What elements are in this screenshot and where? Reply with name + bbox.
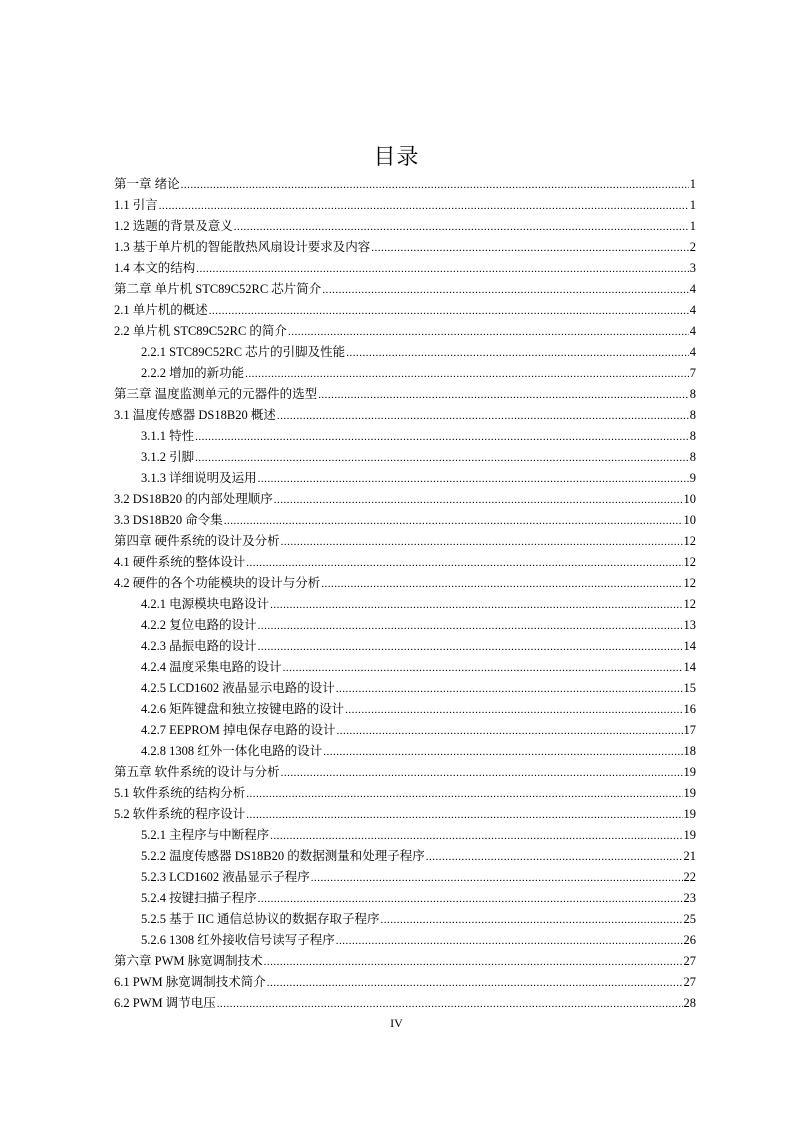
toc-entry[interactable]	[114, 279, 696, 300]
toc-entry-page: 19	[683, 807, 696, 821]
toc-entry[interactable]	[114, 300, 696, 321]
toc-entry[interactable]	[114, 510, 696, 531]
toc-entry[interactable]	[114, 762, 696, 783]
toc-entry-page: 12	[683, 555, 696, 569]
toc-leader-dots	[196, 259, 688, 280]
toc-leader-dots	[336, 721, 682, 742]
toc-entry[interactable]	[114, 972, 696, 993]
toc-entry-label: 2.1 单片机的概述	[114, 303, 208, 317]
toc-leader-dots	[195, 427, 689, 448]
toc-leader-dots	[264, 952, 683, 973]
toc-leader-dots	[234, 217, 689, 238]
toc-entry-label: 3.1.1 特性	[141, 429, 195, 443]
toc-leader-dots	[311, 868, 683, 889]
toc-entry-label: 5.2.6 1308 红外接收信号读写子程序	[141, 933, 335, 947]
toc-leader-dots	[246, 805, 682, 826]
toc-leader-dots	[258, 469, 689, 490]
toc-entry-page: 26	[683, 933, 696, 947]
toc-entry-label: 6.1 PWM 脉宽调制技术简介	[114, 975, 266, 989]
toc-leader-dots	[209, 301, 689, 322]
toc-entry-label: 第一章 绪论	[114, 177, 180, 191]
toc-entry-page: 19	[683, 828, 696, 842]
toc-entry-page: 27	[683, 975, 696, 989]
toc-entry[interactable]	[114, 594, 696, 615]
toc-leader-dots	[323, 742, 682, 763]
toc-entry-label: 第四章 硬件系统的设计及分析	[114, 534, 280, 548]
toc-entry[interactable]	[114, 804, 696, 825]
toc-entry-page: 12	[683, 534, 696, 548]
toc-entry[interactable]	[114, 426, 696, 447]
toc-entry[interactable]	[114, 321, 696, 342]
toc-entry-label: 4.2.6 矩阵键盘和独立按键电路的设计	[141, 702, 345, 716]
toc-entry-label: 1.2 选题的背景及意义	[114, 219, 233, 233]
toc-entry-label: 2.2.2 增加的新功能	[141, 366, 245, 380]
toc-entry-page: 1	[689, 177, 696, 191]
toc-entry-label: 1.3 基于单片机的智能散热风扇设计要求及内容	[114, 240, 371, 254]
toc-entry-label: 3.1.3 详细说明及运用	[141, 471, 257, 485]
toc-entry[interactable]	[114, 489, 696, 510]
toc-entry[interactable]	[114, 216, 696, 237]
toc-entry-label: 3.3 DS18B20 命令集	[114, 513, 223, 527]
toc-leader-dots	[281, 532, 683, 553]
toc-entry[interactable]	[114, 657, 696, 678]
toc-entry[interactable]	[114, 720, 696, 741]
toc-entry[interactable]	[114, 615, 696, 636]
toc-entry[interactable]	[114, 783, 696, 804]
toc-entry-page: 4	[689, 282, 696, 296]
toc-leader-dots	[258, 889, 683, 910]
toc-entry[interactable]	[114, 930, 696, 951]
toc-entry-page: 3	[689, 261, 696, 275]
toc-leader-dots	[288, 322, 689, 343]
toc-leader-dots	[270, 826, 682, 847]
toc-leader-dots	[195, 448, 689, 469]
toc-entry-page: 4	[689, 345, 696, 359]
toc-entry[interactable]	[114, 909, 696, 930]
toc-entry-page: 14	[683, 660, 696, 674]
toc-entry[interactable]	[114, 888, 696, 909]
toc-entry-label: 4.2.4 温度采集电路的设计	[141, 660, 282, 674]
toc-entry-page: 17	[683, 723, 696, 737]
toc-leader-dots	[274, 490, 683, 511]
toc-entry-label: 5.2.4 按键扫描子程序	[141, 891, 257, 905]
toc-entry[interactable]	[114, 552, 696, 573]
toc-leader-dots	[224, 511, 683, 532]
toc-leader-dots	[246, 553, 682, 574]
toc-entry[interactable]	[114, 678, 696, 699]
toc-entry-page: 16	[683, 702, 696, 716]
toc-entry-page: 13	[683, 618, 696, 632]
toc-entry-page: 25	[683, 912, 696, 926]
toc-leader-dots	[277, 406, 689, 427]
toc-entry[interactable]	[114, 258, 696, 279]
toc-entry-label: 4.2 硬件的各个功能模块的设计与分析	[114, 576, 321, 590]
toc-entry-page: 18	[683, 744, 696, 758]
toc-entry-page: 8	[689, 429, 696, 443]
toc-entry-label: 2.2 单片机 STC89C52RC 的简介	[114, 324, 287, 338]
toc-entry-label: 5.1 软件系统的结构分析	[114, 786, 246, 800]
toc-entry[interactable]	[114, 195, 696, 216]
toc-entry-label: 3.1.2 引脚	[141, 450, 195, 464]
toc-entry-label: 第二章 单片机 STC89C52RC 芯片简介	[114, 282, 322, 296]
toc-entry[interactable]	[114, 699, 696, 720]
toc-leader-dots	[258, 616, 683, 637]
toc-entry[interactable]	[114, 993, 696, 1014]
toc-leader-dots	[345, 700, 682, 721]
toc-leader-dots	[217, 994, 683, 1015]
toc-entry-label: 4.2.2 复位电路的设计	[141, 618, 257, 632]
toc-entry-label: 5.2.5 基于 IIC 通信总协议的数据存取子程序	[141, 912, 380, 926]
toc-entry-label: 4.2.1 电源模块电路设计	[141, 597, 270, 611]
table-of-contents	[114, 174, 696, 1014]
toc-entry-page: 4	[689, 303, 696, 317]
toc-entry-page: 12	[683, 597, 696, 611]
toc-entry-label: 4.2.5 LCD1602 液晶显示电路的设计	[141, 681, 335, 695]
toc-entry-label: 1.1 引言	[114, 198, 158, 212]
toc-entry-page: 22	[683, 870, 696, 884]
toc-entry[interactable]	[114, 468, 696, 489]
toc-entry[interactable]	[114, 867, 696, 888]
toc-entry-label: 4.2.8 1308 红外一体化电路的设计	[141, 744, 323, 758]
page-title: 目录	[373, 145, 420, 170]
toc-entry[interactable]	[114, 342, 696, 363]
toc-entry-label: 3.2 DS18B20 的内部处理顺序	[114, 492, 273, 506]
toc-leader-dots	[381, 910, 683, 931]
toc-entry-page: 4	[689, 324, 696, 338]
toc-entry[interactable]	[114, 531, 696, 552]
toc-entry-page: 8	[689, 408, 696, 422]
toc-leader-dots	[426, 847, 683, 868]
toc-entry-page: 15	[683, 681, 696, 695]
toc-entry-page: 8	[689, 387, 696, 401]
toc-leader-dots	[258, 637, 683, 658]
toc-entry-page: 10	[683, 492, 696, 506]
toc-entry[interactable]	[114, 741, 696, 762]
toc-entry-label: 4.1 硬件系统的整体设计	[114, 555, 246, 569]
toc-entry-label: 第三章 温度监测单元的元器件的选型	[114, 387, 318, 401]
toc-entry-page: 2	[689, 240, 696, 254]
toc-entry-page: 8	[689, 450, 696, 464]
page-number: IV	[390, 1016, 403, 1030]
toc-entry[interactable]	[114, 405, 696, 426]
toc-leader-dots	[270, 595, 682, 616]
toc-entry-page: 7	[689, 366, 696, 380]
toc-entry-label: 1.4 本文的结构	[114, 261, 196, 275]
toc-entry-page: 28	[683, 996, 696, 1010]
toc-leader-dots	[281, 763, 683, 784]
toc-entry-label: 第五章 软件系统的设计与分析	[114, 765, 280, 779]
toc-entry-page: 12	[683, 576, 696, 590]
toc-entry-label: 5.2.3 LCD1602 液晶显示子程序	[141, 870, 310, 884]
toc-leader-dots	[283, 658, 683, 679]
toc-leader-dots	[336, 679, 683, 700]
toc-leader-dots	[346, 343, 689, 364]
toc-entry-page: 14	[683, 639, 696, 653]
toc-entry-label: 4.2.7 EEPROM 掉电保存电路的设计	[141, 723, 336, 737]
toc-entry[interactable]	[114, 237, 696, 258]
toc-entry-page: 23	[683, 891, 696, 905]
toc-entry[interactable]	[114, 825, 696, 846]
toc-leader-dots	[246, 784, 682, 805]
toc-entry-label: 5.2 软件系统的程序设计	[114, 807, 246, 821]
toc-entry-label: 3.1 温度传感器 DS18B20 概述	[114, 408, 276, 422]
toc-leader-dots	[159, 196, 689, 217]
toc-entry[interactable]	[114, 447, 696, 468]
toc-entry-page: 19	[683, 765, 696, 779]
toc-entry-page: 1	[689, 219, 696, 233]
toc-entry-label: 2.2.1 STC89C52RC 芯片的引脚及性能	[141, 345, 346, 359]
toc-leader-dots	[181, 175, 689, 196]
toc-entry-label: 4.2.3 晶振电路的设计	[141, 639, 257, 653]
toc-leader-dots	[245, 364, 689, 385]
toc-leader-dots	[336, 931, 683, 952]
toc-entry-label: 5.2.1 主程序与中断程序	[141, 828, 270, 842]
toc-entry-label: 6.2 PWM 调节电压	[114, 996, 216, 1010]
toc-entry-label: 5.2.2 温度传感器 DS18B20 的数据测量和处理子程序	[141, 849, 425, 863]
toc-entry-page: 27	[683, 954, 696, 968]
toc-entry-page: 1	[689, 198, 696, 212]
toc-entry[interactable]	[114, 384, 696, 405]
toc-entry[interactable]	[114, 573, 696, 594]
toc-entry[interactable]	[114, 174, 696, 195]
toc-entry[interactable]	[114, 636, 696, 657]
toc-entry-label: 第六章 PWM 脉宽调制技术	[114, 954, 263, 968]
toc-leader-dots	[371, 238, 688, 259]
toc-entry-page: 10	[683, 513, 696, 527]
toc-entry[interactable]	[114, 951, 696, 972]
toc-leader-dots	[318, 385, 689, 406]
toc-entry[interactable]	[114, 846, 696, 867]
toc-leader-dots	[322, 280, 688, 301]
toc-entry[interactable]	[114, 363, 696, 384]
toc-entry-page: 19	[683, 786, 696, 800]
toc-entry-page: 21	[683, 849, 696, 863]
toc-leader-dots	[321, 574, 682, 595]
toc-leader-dots	[267, 973, 683, 994]
toc-entry-page: 9	[689, 471, 696, 485]
